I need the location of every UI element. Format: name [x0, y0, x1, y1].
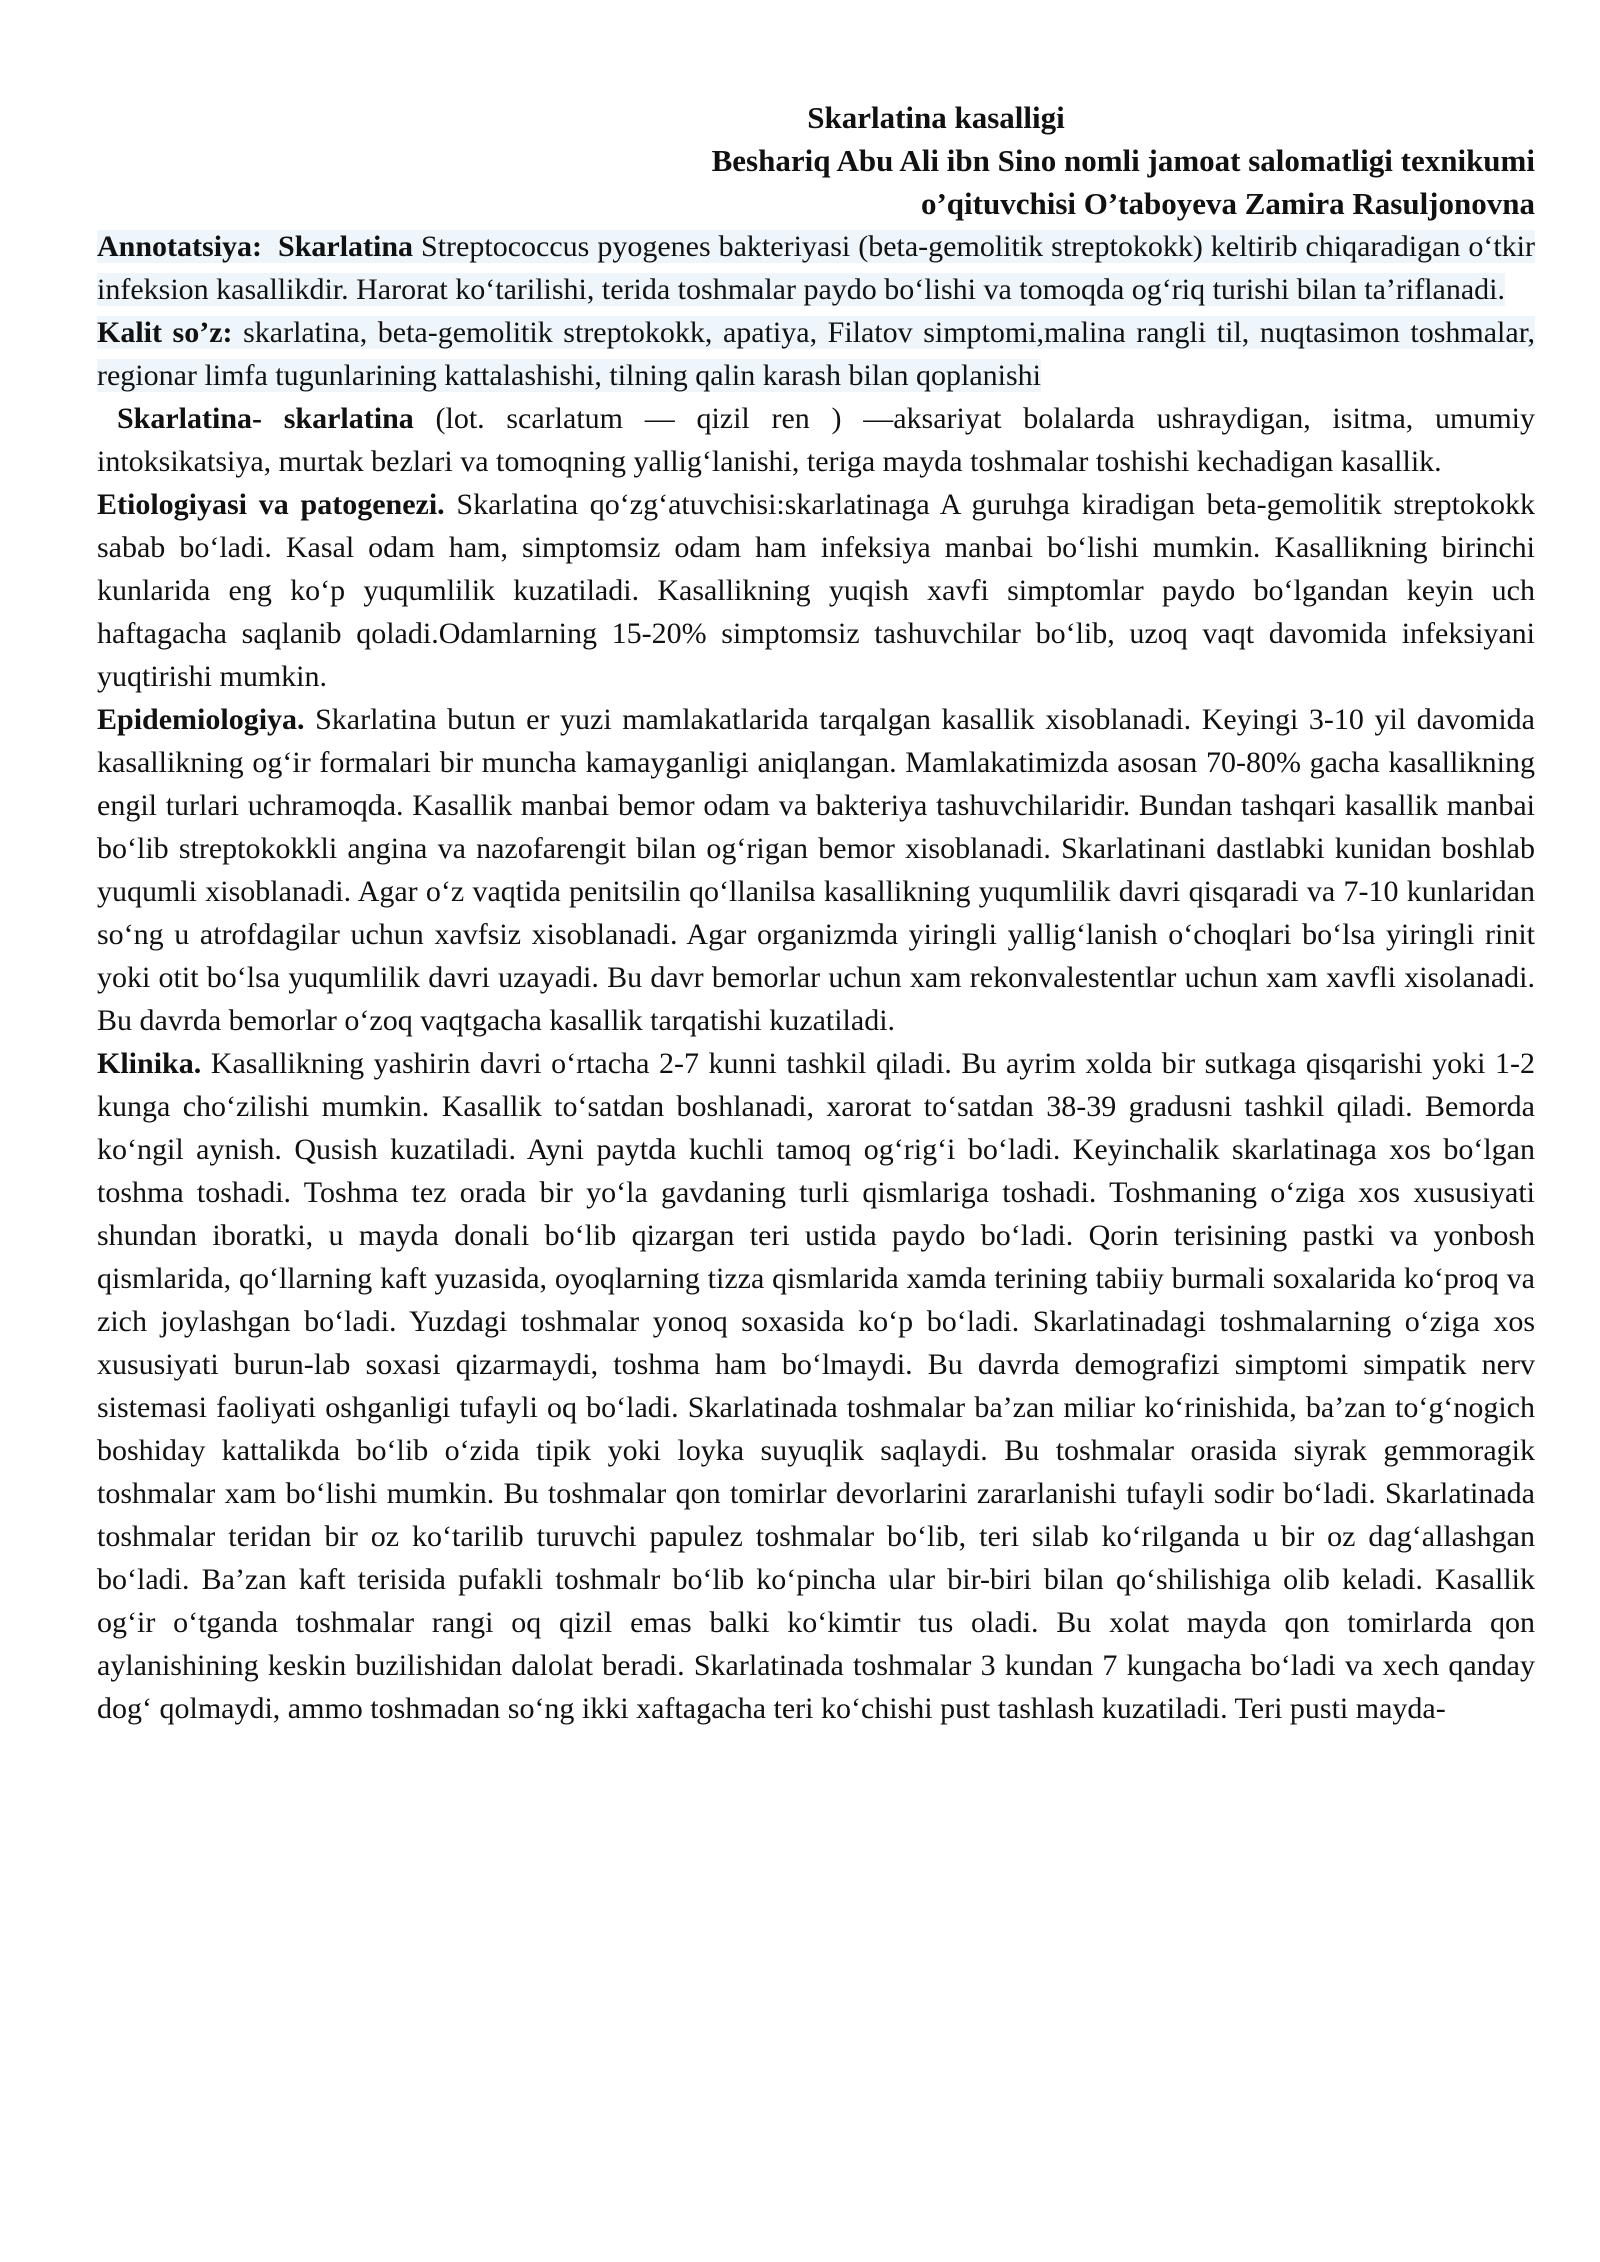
- annotation-paragraph: [97, 225, 1535, 311]
- document-title: Skarlatina kasalligi: [807, 100, 1065, 135]
- affiliation-institution: Beshariq Abu Ali ibn Sino nomli jamoat salomatligi texnikumi: [711, 143, 1535, 178]
- clinic-label: Klinika.: [97, 1047, 202, 1080]
- epidemiology-text: Skarlatina butun er yuzi mamlakatlarida tarqalgan kasallik xisoblanadi. Keyingi 3-10 yil davomida kasallikning og‘ir formalari bir muncha kamayganligi aniqlangan. Mamlakatimizda asosan 70-80% gacha kasallikning engil turlari uchramoqda. Kasallik manbai bemor odam va bakteriya tashuvchilaridir. Bundan tashqari kasallik manbai bo‘lib streptokokkli angina va nazofarengit bilan og‘rigan bemor xisoblanadi. Skarlatinani dastlabki kunidan boshlab yuqumli xisoblanadi. Agar o‘z vaqtida penitsilin qo‘llanilsa kasallikning yuqumlilik davri qisqaradi va 7-10 kunlaridan so‘ng u atrofdagilar uchun xavfsiz xisoblanadi. Agar organizmda yiringli yallig‘lanish o‘choqlari bo‘lsa yiringli rinit yoki otit bo‘lsa yuqumlilik davri uzayadi. Bu davr bemorlar uchun xam rekonvalestentlar uchun xam xavfli xisolanadi. Bu davrda bemorlar o‘zoq vaqtgacha kasallik tarqatishi kuzatiladi.: [97, 703, 1535, 1037]
- document-page: [97, 96, 1535, 1730]
- definition-text: (lot. scarlatum — qizil ren ) —aksariyat bolalarda ushraydigan, isitma, umumiy intoksikatsiya, murtak bezlari va tomoqning yallig‘lanishi, teriga mayda toshmalar toshishi kechadigan kasallik.: [97, 402, 1535, 478]
- annotation-term: Skarlatina: [278, 230, 414, 263]
- definition-paragraph: [97, 397, 1535, 483]
- keywords-paragraph: [97, 311, 1535, 397]
- annotation-label: Annotatsiya:: [97, 230, 263, 263]
- etiology-paragraph: [97, 483, 1535, 698]
- author-affiliation: [97, 139, 1535, 225]
- annotation-text: Streptococcus pyogenes bakteriyasi (beta-gemolitik streptokokk) keltirib chiqaradigan o‘tkir infeksion kasallikdir. Harorat ko‘tarilishi, terida toshmalar paydo bo‘lishi va tomoqda og‘riq turishi bilan ta’riflanadi.: [97, 230, 1536, 306]
- affiliation-author: o’qituvchisi O’taboyeva Zamira Rasuljonovna: [920, 186, 1535, 221]
- keywords-text: skarlatina, beta-gemolitik streptokokk, apatiya, Filatov simptomi,malina rangli til, nuqtasimon toshmalar, regionar limfa tugunlarining kattalashishi, tilning qalin karash bilan qoplanishi: [97, 316, 1535, 392]
- definition-label: Skarlatina- skarlatina: [117, 402, 414, 435]
- epidemiology-label: Epidemiologiya.: [97, 703, 305, 736]
- clinic-text: Kasallikning yashirin davri o‘rtacha 2-7 kunni tashkil qiladi. Bu ayrim xolda bir sutkaga qisqarishi yoki 1-2 kunga cho‘zilishi mumkin. Kasallik to‘satdan boshlanadi, xarorat to‘satdan 38-39 gradusni tashkil qiladi. Bemorda ko‘ngil aynish. Qusish kuzatiladi. Ayni paytda kuchli tamoq og‘rig‘i bo‘ladi. Keyinchalik skarlatinaga xos bo‘lgan toshma toshadi. Toshma tez orada bir yo‘la gavdaning turli qismlariga toshadi. Toshmaning o‘ziga xos xususiyati shundan iboratki, u mayda donali bo‘lib qizargan teri ustida paydo bo‘ladi. Qorin terisining pastki va yonbosh qismlarida, qo‘llarning kaft yuzasida, oyoqlarning tizza qismlarida xamda terining tabiiy burmali soxalarida ko‘proq va zich joylashgan bo‘ladi. Yuzdagi toshmalar yonoq soxasida ko‘p bo‘ladi. Skarlatinadagi toshmalarning o‘ziga xos xususiyati burun-lab soxasi qizarmaydi, toshma ham bo‘lmaydi. Bu davrda demografizi simptomi simpatik nerv sistemasi faoliyati oshganligi tufayli oq bo‘ladi. Skarlatinada toshmalar ba’zan miliar ko‘rinishida, ba’zan to‘g‘nogich boshiday kattalikda bo‘lib o‘zida tipik yoki loyka suyuqlik saqlaydi. Bu toshmalar orasida siyrak gemmoragik toshmalar xam bo‘lishi mumkin. Bu toshmalar qon tomirlar devorlarini zararlanishi tufayli sodir bo‘ladi. Skarlatinada toshmalar teridan bir oz ko‘tarilib turuvchi papulez toshmalar bo‘lib, teri silab ko‘rilganda u bir oz dag‘allashgan bo‘ladi. Ba’zan kaft terisida pufakli toshmalr bo‘lib ko‘pincha ular bir-biri bilan qo‘shilishiga olib keladi. Kasallik og‘ir o‘tganda toshmalar rangi oq qizil emas balki ko‘kimtir tus oladi. Bu xolat mayda qon tomirlarda qon aylanishining keskin buzilishidan dalolat beradi. Skarlatinada toshmalar 3 kundan 7 kungacha bo‘ladi va xech qanday dog‘ qolmaydi, ammo toshmadan so‘ng ikki xaftagacha teri ko‘chishi pust tashlash kuzatiladi. Teri pusti mayda-: [97, 1047, 1535, 1725]
- etiology-text: Skarlatina qo‘zg‘atuvchisi:skarlatinaga A guruhga kiradigan beta-gemolitik streptokokk sabab bo‘ladi. Kasal odam ham, simptomsiz odam ham infeksiya manbai bo‘lishi mumkin. Kasallikning birinchi kunlarida eng ko‘p yuqumlilik kuzatiladi. Kasallikning yuqish xavfi simptomlar paydo bo‘lgandan keyin uch haftagacha saqlanib qoladi.Odamlarning 15-20% simptomsiz tashuvchilar bo‘lib, uzoq vaqt davomida infeksiyani yuqtirishi mumkin.: [97, 488, 1536, 693]
- epidemiology-paragraph: [97, 698, 1535, 1042]
- etiology-label: Etiologiyasi va patogenezi.: [97, 488, 445, 521]
- keywords-label: Kalit so’z:: [97, 316, 233, 349]
- clinic-paragraph: [97, 1042, 1535, 1730]
